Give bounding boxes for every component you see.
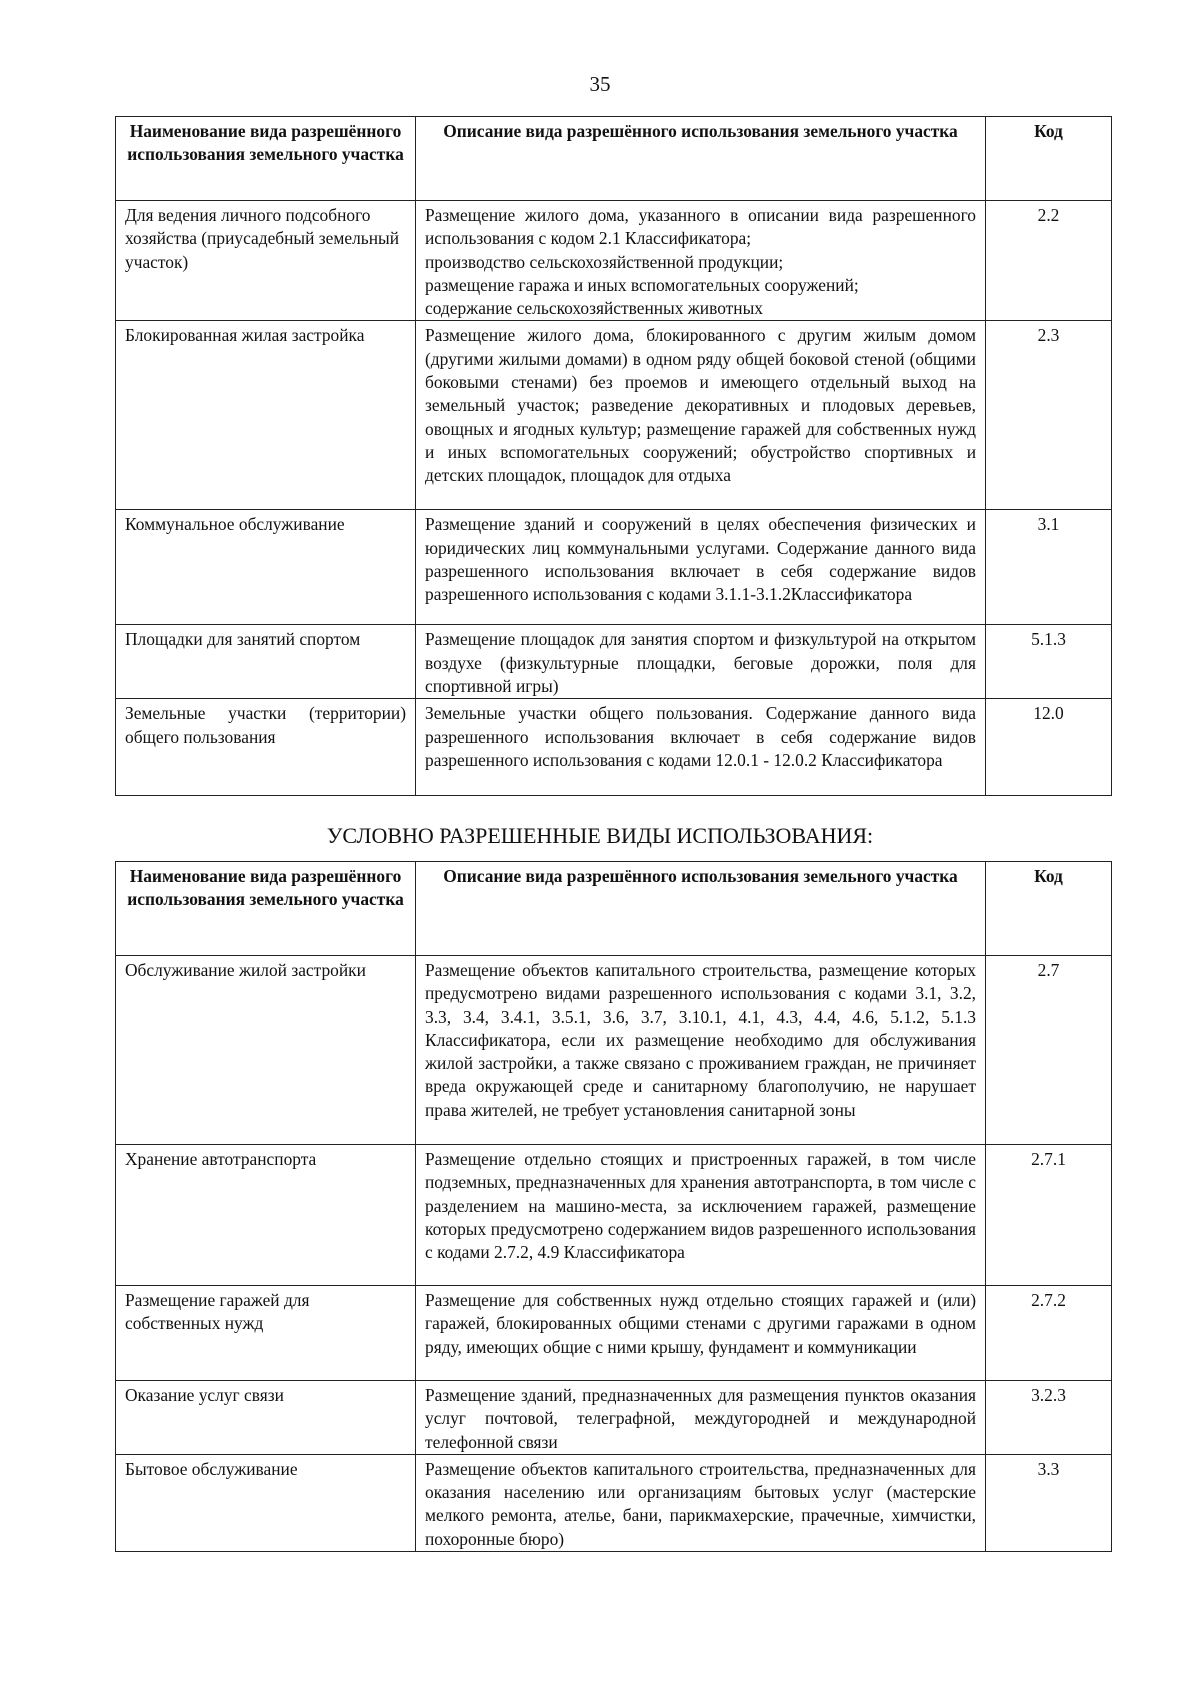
use-code-cell: 2.7 <box>986 956 1112 1145</box>
use-name-cell: Оказание услуг связи <box>116 1381 416 1455</box>
table-row <box>116 956 1112 1145</box>
use-name-cell: Для ведения личного подсобного хозяйства (приусадебный земельный участок) <box>116 201 416 321</box>
description-line: содержание сельскохозяйственных животных <box>425 298 763 319</box>
table-row <box>116 1286 1112 1381</box>
description-line: Размещение для собственных нужд отдельно стоящих гаражей и (или) гаражей, блокированных общими стенами с другими гаражами в одном ряду, имеющих общие с ними крышу, фундамент и коммуникации <box>425 1290 976 1357</box>
description-line: Размещение жилого дома, указанного в описании вида разрешенного использования с кодом 2.1 Классификатора; <box>425 205 976 249</box>
use-name-cell: Площадки для занятий спортом <box>116 625 416 699</box>
description-line: Размещение объектов капитального строительства, размещение которых предусмотрено видами разрешенного использования с кодами 3.1, 3.2, 3.3, 3.4, 3.4.1, 3.5.1, 3.6, 3.7, 3.10.1, 4.1, 4.3, 4.4, 4.6, 5.1.2, 5.1.3 Классификатора, если их размещение необходимо для обслуживания жилой застройки, а также связано с проживанием граждан, не причиняет вреда окружающей среде и санитарному благополучию, не нарушает права жителей, не требует установления санитарной зоны <box>425 960 976 1120</box>
use-code-cell: 3.3 <box>986 1454 1112 1551</box>
header-name: Наименование вида разрешённого использования земельного участка <box>116 862 416 956</box>
use-name-cell: Блокированная жилая застройка <box>116 321 416 510</box>
use-name-cell: Земельные участки (территории) общего пользования <box>116 699 416 796</box>
use-name-cell: Хранение автотранспорта <box>116 1145 416 1286</box>
use-name-cell: Коммунальное обслуживание <box>116 510 416 625</box>
use-code-cell: 2.7.2 <box>986 1286 1112 1381</box>
table-row <box>116 321 1112 510</box>
description-line: Размещение зданий, предназначенных для размещения пунктов оказания услуг почтовой, телеграфной, междугородней и международной телефонной связи <box>425 1385 976 1452</box>
use-code-cell: 3.1 <box>986 510 1112 625</box>
use-name-cell: Обслуживание жилой застройки <box>116 956 416 1145</box>
section-heading: УСЛОВНО РАЗРЕШЕННЫЕ ВИДЫ ИСПОЛЬЗОВАНИЯ: <box>326 823 874 848</box>
conditional-uses-table <box>115 861 1112 1552</box>
description-line: Размещение объектов капитального строительства, предназначенных для оказания населению или организациям бытовых услуг (мастерские мелкого ремонта, ателье, бани, парикмахерские, прачечные, химчистки, похоронные бюро) <box>425 1458 976 1549</box>
header-code: Код <box>986 117 1112 201</box>
description-line: размещение гаража и иных вспомогательных сооружений; <box>425 274 859 295</box>
permitted-uses-table <box>115 116 1112 796</box>
use-description-cell <box>416 625 986 699</box>
header-name: Наименование вида разрешённого использования земельного участка <box>116 117 416 201</box>
use-code-cell: 5.1.3 <box>986 625 1112 699</box>
use-name-cell: Размещение гаражей для собственных нужд <box>116 1286 416 1381</box>
table-row <box>116 1454 1112 1551</box>
use-description-cell <box>416 1454 986 1551</box>
table-row <box>116 1145 1112 1286</box>
description-line: Размещение отдельно стоящих и пристроенных гаражей, в том числе подземных, предназначенных для хранения автотранспорта, в том числе с разделением на машино-места, за исключением гаражей, размещение которых предусмотрено содержанием видов разрешенного использования с кодами 2.7.2, 4.9 Классификатора <box>425 1149 976 1263</box>
page-number: 35 <box>589 72 611 96</box>
use-description-cell <box>416 321 986 510</box>
use-code-cell: 2.2 <box>986 201 1112 321</box>
use-description-cell <box>416 1145 986 1286</box>
use-description-cell <box>416 510 986 625</box>
table-row <box>116 510 1112 625</box>
table-row <box>116 699 1112 796</box>
use-description-cell <box>416 1286 986 1381</box>
use-description-cell <box>416 956 986 1145</box>
table-row <box>116 201 1112 321</box>
description-line: Земельные участки общего пользования. Содержание данного вида разрешенного использования включает в себя содержание видов разрешенного использования с кодами 12.0.1 - 12.0.2 Классификатора <box>425 703 976 770</box>
use-code-cell: 2.3 <box>986 321 1112 510</box>
use-description-cell <box>416 201 986 321</box>
use-code-cell: 3.2.3 <box>986 1381 1112 1455</box>
description-line: Размещение зданий и сооружений в целях обеспечения физических и юридических лиц коммунальными услугами. Содержание данного вида разрешенного использования включает в себя содержание видов разрешенного использования с кодами 3.1.1-3.1.2Классификатора <box>425 514 976 605</box>
header-code: Код <box>986 862 1112 956</box>
use-description-cell <box>416 699 986 796</box>
use-name-cell: Бытовое обслуживание <box>116 1454 416 1551</box>
header-description: Описание вида разрешённого использования земельного участка <box>416 117 986 201</box>
use-code-cell: 12.0 <box>986 699 1112 796</box>
table-row <box>116 1381 1112 1455</box>
table-row <box>116 625 1112 699</box>
table-header-row <box>116 117 1112 201</box>
header-description: Описание вида разрешённого использования земельного участка <box>416 862 986 956</box>
description-line: Размещение площадок для занятия спортом и физкультурой на открытом воздухе (физкультурные площадки, беговые дорожки, поля для спортивной игры) <box>425 629 976 697</box>
description-line: Размещение жилого дома, блокированного с другим жилым домом (другими жилыми домами) в одном ряду общей боковой стеной (общими боковыми стенами) без проемов и имеющего отдельный выход на земельный участок; разведение декоративных и плодовых деревьев, овощных и ягодных культур; размещение гаражей для собственных нужд и иных вспомогательных сооружений; обустройство спортивных и детских площадок, площадок для отдыха <box>425 325 976 486</box>
description-line: производство сельскохозяйственной продукции; <box>425 251 784 272</box>
use-code-cell: 2.7.1 <box>986 1145 1112 1286</box>
use-description-cell <box>416 1381 986 1455</box>
table-header-row <box>116 862 1112 956</box>
